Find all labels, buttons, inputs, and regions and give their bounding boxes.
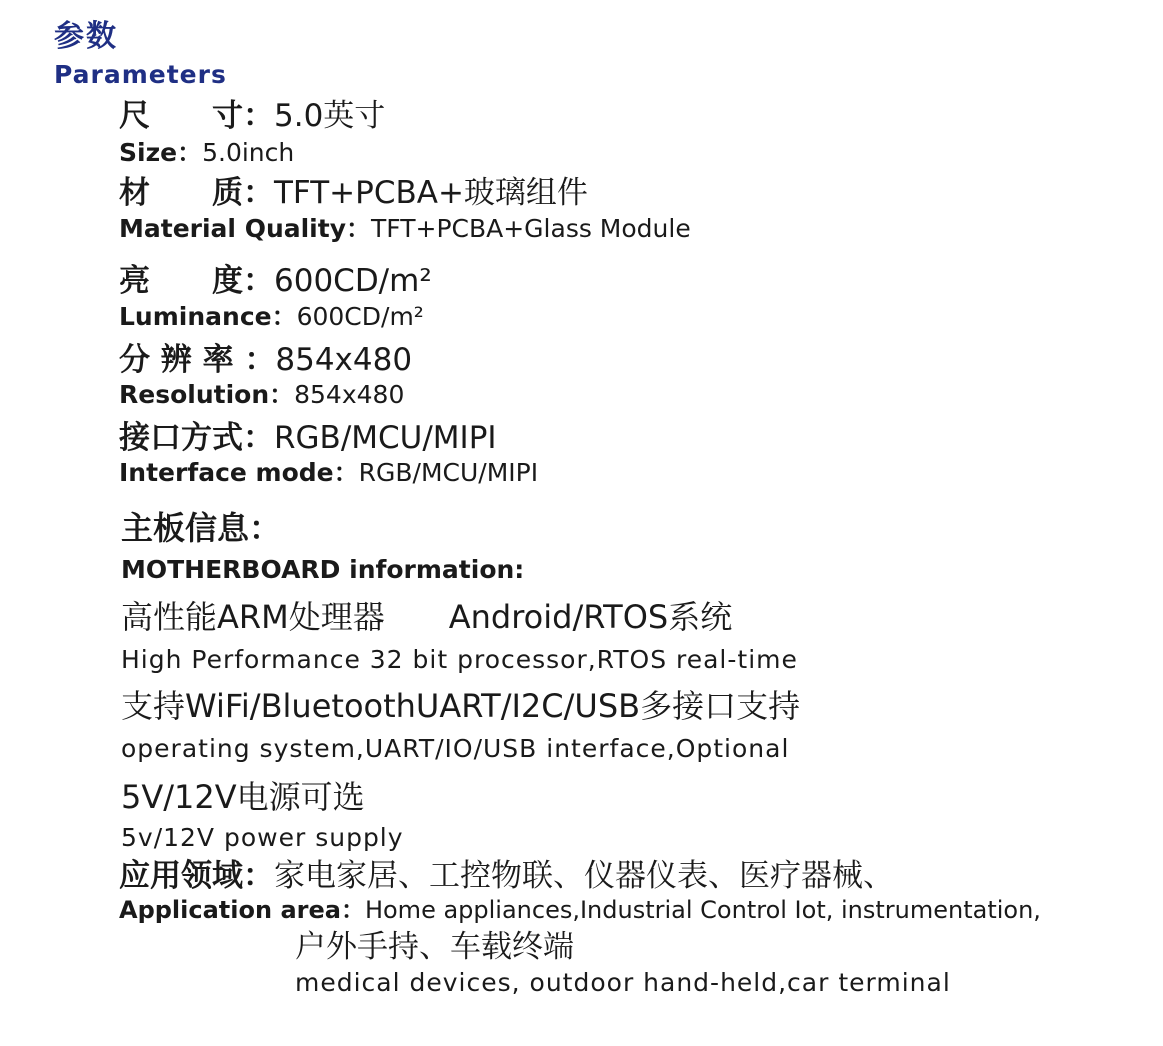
- application-value-cn-1: 家电家居、工控物联、仪器仪表、医疗器械、: [274, 858, 894, 894]
- application-row-en: [119, 898, 1041, 922]
- motherboard-title-cn: 主板信息：: [121, 509, 282, 547]
- material-value-cn: TFT+PCBA+玻璃组件: [274, 175, 588, 211]
- material-value-en: TFT+PCBA+Glass Module: [371, 214, 691, 243]
- luminance-row-cn: [119, 263, 432, 299]
- motherboard-title-en: MOTHERBOARD information:: [121, 555, 525, 584]
- size-value-en: 5.0inch: [202, 138, 295, 167]
- section-title-cn: 参数: [54, 19, 118, 54]
- material-row-en: [119, 216, 691, 241]
- size-value-cn: 5.0英寸: [274, 98, 386, 134]
- motherboard-line2-cn: 支持WiFi/BluetoothUART/I2C/USB多接口支持: [121, 687, 801, 725]
- interface-row-en: [119, 460, 538, 485]
- resolution-row-en: [119, 382, 404, 407]
- luminance-label-cn: 亮 度：: [119, 263, 274, 299]
- luminance-label-en: Luminance：: [119, 302, 297, 331]
- application-label-en: Application area：: [119, 896, 365, 924]
- resolution-value-en: 854x480: [294, 380, 405, 409]
- application-value-cn-2: 户外手持、车载终端: [295, 929, 574, 965]
- interface-label-en: Interface mode：: [119, 458, 359, 487]
- interface-row-cn: [119, 420, 497, 456]
- motherboard-line3-en: 5v/12V power supply: [121, 823, 404, 852]
- material-label-en: Material Quality：: [119, 214, 372, 243]
- interface-value-cn: RGB/MCU/MIPI: [274, 420, 497, 456]
- motherboard-line1-cn: 高性能ARM处理器 Android/RTOS系统: [121, 598, 733, 636]
- motherboard-line1-en: High Performance 32 bit processor,RTOS real-time: [121, 645, 798, 674]
- section-title-en: Parameters: [54, 60, 227, 89]
- resolution-label-en: Resolution：: [119, 380, 295, 409]
- application-label-cn: 应用领域：: [119, 858, 274, 894]
- size-label-en: Size：: [119, 138, 203, 167]
- size-row-en: [119, 140, 294, 165]
- resolution-label-cn: 分 辨 率 ：: [119, 342, 276, 378]
- size-row-cn: [119, 98, 386, 134]
- luminance-value-en: 600CD/m²: [296, 302, 424, 331]
- material-label-cn: 材 质：: [119, 175, 274, 211]
- application-row-cn: [119, 858, 894, 894]
- motherboard-line2-en: operating system,UART/IO/USB interface,Optional: [121, 734, 790, 763]
- application-value-en-1: Home appliances,Industrial Control Iot, instrumentation,: [364, 896, 1041, 924]
- resolution-row-cn: [119, 342, 413, 378]
- interface-value-en: RGB/MCU/MIPI: [358, 458, 539, 487]
- material-row-cn: [119, 175, 588, 211]
- application-value-en-2: medical devices, outdoor hand-held,car terminal: [295, 968, 951, 997]
- luminance-row-en: [119, 304, 424, 329]
- size-label-cn: 尺 寸：: [119, 98, 274, 134]
- motherboard-line3-cn: 5V/12V电源可选: [121, 778, 365, 816]
- luminance-value-cn: 600CD/m²: [274, 263, 432, 299]
- interface-label-cn: 接口方式：: [119, 420, 274, 456]
- resolution-value-cn: 854x480: [275, 342, 413, 378]
